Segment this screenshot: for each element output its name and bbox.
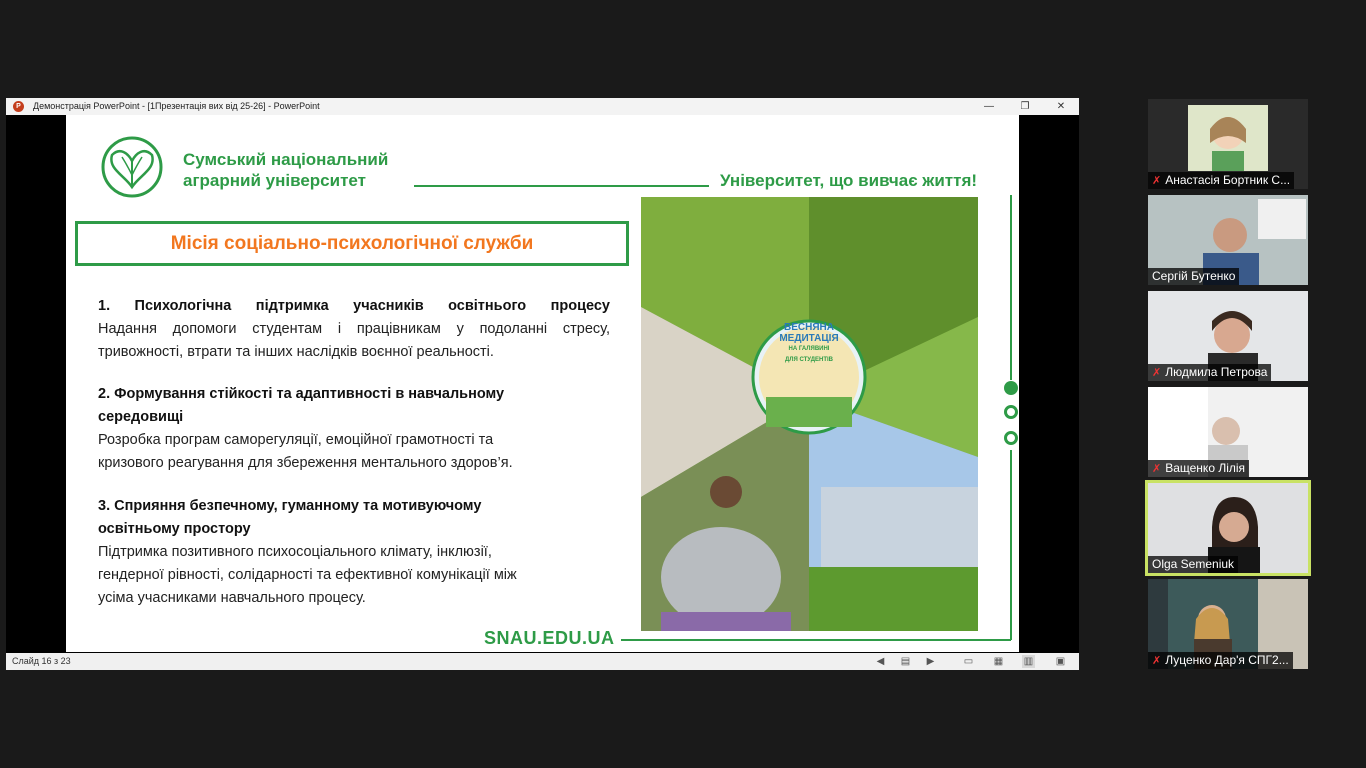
photo-badge-subtitle: ДЛЯ СТУДЕНТІВ [784,357,833,363]
close-button[interactable]: ✕ [1056,101,1066,112]
item-text-line: Надання допомоги студентам і працівникам у подоланні стресу, [98,321,610,337]
item-heading: 2. Формування стійкості та адаптивності в навчальному [98,386,505,402]
participant-tile-active-speaker[interactable] [1148,483,1308,573]
mission-item-1 [98,295,610,364]
slide-menu-icon[interactable]: ▤ [900,656,911,667]
university-name-line2: аграрний університет [183,171,366,190]
item-heading: 1. Психологічна підтримка учасників освітнього процесу [98,298,610,314]
participant-name [1148,364,1271,381]
item-text-line: усіма учасниками навчального процесу. [98,590,366,606]
participant-tile[interactable] [1148,291,1308,381]
minimize-button[interactable]: — [984,101,994,112]
mic-muted-icon: ✗ [1152,175,1162,187]
university-name-line1: Сумський національний [183,150,389,169]
participant-name-text: Ващенко Лілія [1165,461,1246,475]
presentation-slide[interactable] [66,115,1019,652]
item-heading: 3. Сприяння безпечному, гуманному та мотивуючому [98,498,482,514]
mission-title: Місія соціально-психологічної служби [75,221,629,266]
right-divider [1010,195,1012,380]
participant-tile[interactable] [1148,387,1308,477]
university-slogan: Університет, що вивчає життя! [720,171,978,190]
mic-muted-icon: ✗ [1152,367,1162,379]
ppt-statusbar [6,653,1079,670]
slideshow-icon[interactable]: ▣ [1055,656,1066,667]
slide-sorter-icon[interactable]: ▦ [993,656,1004,667]
mic-muted-icon: ✗ [1152,655,1162,667]
participant-name-text: Людмила Петрова [1165,365,1268,379]
participant-name-text: Луценко Дар'я СПГ2... [1165,653,1289,667]
participant-name [1148,172,1294,189]
participant-name [1148,652,1293,669]
powerpoint-icon: P [13,101,24,112]
website-link: SNAU.EDU.UA [484,628,615,648]
participant-tile[interactable] [1148,579,1308,669]
normal-view-icon[interactable]: ▭ [963,656,974,667]
right-divider [1010,450,1012,640]
previous-slide-icon[interactable]: ◀ [876,656,885,667]
item-text-line: Розробка програм саморегуляції, емоційної грамотності та [98,432,494,448]
slide-counter: Слайд 16 з 23 [12,656,71,666]
participant-name-text: Сергій Бутенко [1152,269,1236,283]
reading-view-icon[interactable]: ▥ [1023,656,1034,667]
photo-collage [641,197,978,631]
participant-name [1148,268,1239,285]
item-text-line: тривожності, втрати та інших наслідків воєнної реальності. [98,344,494,360]
photo-badge [769,322,849,366]
window-titlebar [6,98,1079,115]
header-divider [414,185,709,187]
participant-tile[interactable] [1148,195,1308,285]
next-slide-icon[interactable]: ▶ [926,656,935,667]
mic-muted-icon: ✗ [1152,463,1162,475]
participant-name-text: Olga Semeniuk [1152,557,1235,571]
mission-item-3 [98,495,610,610]
item-heading: середовищі [98,409,184,425]
restore-button[interactable]: ❐ [1020,101,1030,112]
item-text-line: кризового реагування для збереження ментального здоров’я. [98,455,513,471]
photo-badge-subtitle: НА ГАЛЯВИНІ [788,346,830,352]
item-text-line: Підтримка позитивного психосоціального клімату, інклюзії, [98,544,492,560]
powerpoint-window [6,98,1079,670]
photo-badge-title: ВЕСНЯНА МЕДИТАЦІЯ [779,322,839,344]
mission-item-2 [98,383,610,475]
participant-name [1148,460,1249,477]
participant-tile[interactable] [1148,99,1308,189]
university-name [183,149,388,191]
footer-divider [621,639,1011,641]
nav-dot-outline [1004,405,1018,419]
nav-dot-outline [1004,431,1018,445]
meditation-photos [641,197,978,631]
item-text-line: гендерної рівності, солідарності та ефективної комунікації між [98,567,517,583]
item-heading: освітньому простору [98,521,251,537]
participant-name [1148,556,1238,573]
nav-dot-filled [1004,381,1018,395]
window-title: Демонстрація PowerPoint - [1Презентація вих від 25-26] - PowerPoint [33,101,320,111]
university-logo [94,135,170,199]
participant-name-text: Анастасія Бортник С... [1165,173,1291,187]
